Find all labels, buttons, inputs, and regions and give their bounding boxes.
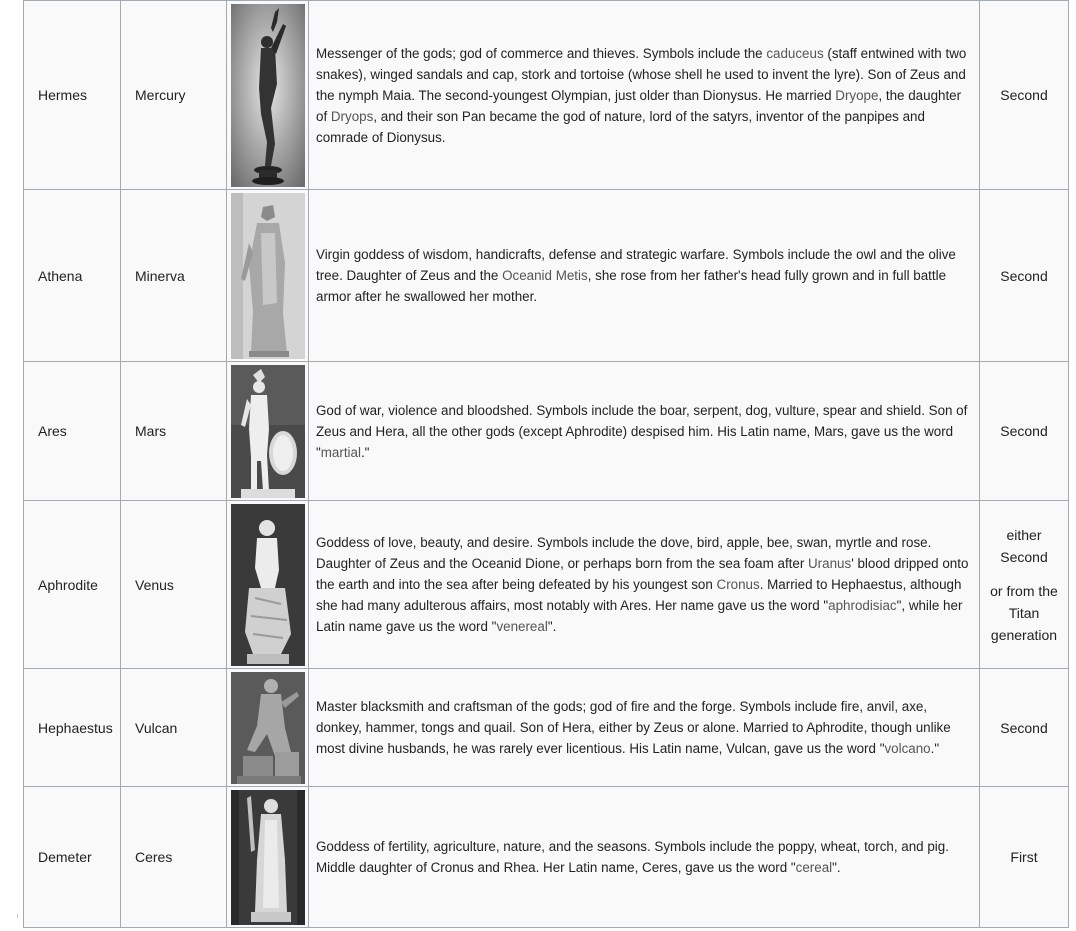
description-text: ".: [547, 619, 557, 634]
roman-name-cell: Ceres: [121, 787, 227, 928]
description-text: Master blacksmith and craftsman of the gods; god of fire and the forge. Symbols include fire, anvil, axe, donkey, hammer, tongs and quail. Son of Hera, either by Zeus or alone. Married to Aphrodite, though unlike most divine husbands, he was rarely ever licentious. His Latin name, Vulcan, gave us the word ": [316, 699, 951, 756]
description-cell: [309, 190, 980, 362]
generation-text: Second: [1000, 719, 1048, 736]
description-text: ".: [832, 860, 841, 875]
roman-name-cell: Mercury: [121, 1, 227, 190]
table-row: [24, 1, 1069, 190]
description-text: .": [930, 741, 940, 756]
image-cell: [227, 1, 309, 190]
wiki-link[interactable]: martial: [320, 444, 361, 460]
wiki-link[interactable]: aphrodisiac: [828, 598, 897, 613]
generation-text: either: [1006, 526, 1042, 543]
description-text: God of war, violence and bloodshed. Symbols include the boar, serpent, dog, vulture, spear and shield. Son of Zeus and Hera, all the other gods (except Aphrodite) despised him. His Latin name, Mars, gave us the word ": [316, 402, 968, 460]
description-cell: [309, 362, 980, 501]
table-row: [24, 787, 1069, 928]
description-cell: [309, 787, 980, 928]
generation-text: generation: [990, 626, 1058, 643]
description-text: , and their son Pan became the god of nature, lord of the satyrs, inventor of the panpipes and comrade of Dionysus.: [316, 108, 925, 145]
wiki-link[interactable]: Dryops: [330, 108, 374, 124]
generation-cell: [980, 190, 1069, 362]
generation-text: or from the: [990, 582, 1058, 599]
description-text: (staff entwined with two snakes), winged sandals and cap, stork and tortoise (whose shell he used to invent the lyre). Son of Zeus and the nymph Maia. The second-youngest Olympian, just older than Dionysus. He married: [316, 45, 967, 103]
generation-text: [980, 568, 1068, 580]
table-row: [24, 190, 1069, 362]
description-cell: [309, 501, 980, 669]
generation-text: Second: [1000, 548, 1048, 565]
greek-name-cell: Demeter: [24, 787, 121, 928]
generation-text: Second: [1000, 87, 1048, 103]
wiki-link[interactable]: Uranus: [808, 556, 852, 571]
description-text: Goddess of love, beauty, and desire. Symbols include the dove, bird, apple, bee, swan, myrtle and rose. Daughter of Zeus and the Oceanid Dione, or perhaps born from the sea foam after: [316, 535, 932, 571]
roman-name-cell: Mars: [121, 362, 227, 501]
roman-name-cell: Vulcan: [121, 669, 227, 787]
wiki-link[interactable]: caduceus: [766, 45, 824, 61]
greek-name-cell: Ares: [24, 362, 121, 501]
description-cell: [309, 669, 980, 787]
description-text: Goddess of fertility, agriculture, nature, and the seasons. Symbols include the poppy, wheat, torch, and pig. Middle daughter of Cronus and Rhea. Her Latin name, Ceres, gave us the word ": [316, 839, 949, 875]
generation-cell: [980, 787, 1069, 928]
description-text: ' blood dripped onto the earth and into the sea after being defeated by his youngest son: [316, 556, 969, 592]
roman-name-cell: Minerva: [121, 190, 227, 362]
description-cell: [309, 1, 980, 190]
image-cell: [227, 501, 309, 669]
description-text: . Married to Hephaestus, although she had many adulterous affairs, most notably with Ares. Her name gave us the word ": [316, 577, 962, 613]
aphrodite-statue-image[interactable]: [231, 504, 305, 666]
description-text: , she rose from her father's head fully grown and in full battle armor after he swallowed her mother.: [316, 268, 947, 304]
olympians-table: [23, 0, 1069, 928]
image-cell: [227, 190, 309, 362]
hermes-statue-image[interactable]: [231, 4, 305, 187]
description-text: Messenger of the gods; god of commerce and thieves. Symbols include the: [316, 45, 767, 61]
greek-name-cell: Athena: [24, 190, 121, 362]
table-row: [24, 501, 1069, 669]
wiki-link[interactable]: Cronus: [716, 577, 760, 592]
image-cell: [227, 669, 309, 787]
generation-text: Titan: [1008, 604, 1040, 621]
greek-name-cell: Hermes: [24, 1, 121, 190]
generation-cell: [980, 362, 1069, 501]
wiki-link[interactable]: volcano: [884, 741, 931, 756]
generation-text: Second: [1000, 423, 1048, 439]
demeter-statue-image[interactable]: [231, 790, 305, 925]
generation-cell: [980, 669, 1069, 787]
greek-name-cell: Aphrodite: [24, 501, 121, 669]
athena-statue-image[interactable]: [231, 193, 305, 359]
wiki-link[interactable]: cereal: [795, 860, 833, 875]
generation-text: Second: [1000, 267, 1048, 284]
description-text: , the daughter of: [316, 87, 962, 124]
wiki-link[interactable]: Dryope: [835, 87, 879, 103]
table-row: [24, 669, 1069, 787]
description-text: .": [360, 444, 370, 460]
ares-statue-image[interactable]: [231, 365, 305, 498]
image-cell: [227, 362, 309, 501]
description-text: ", while her Latin name gave us the word ": [316, 598, 963, 634]
generation-text: First: [1010, 849, 1038, 865]
roman-name-cell: Venus: [121, 501, 227, 669]
hephaestus-statue-image[interactable]: [231, 672, 305, 784]
description-text: Virgin goddess of wisdom, handicrafts, defense and strategic warfare. Symbols include the owl and the olive tree. Daughter of Zeus and the: [316, 247, 956, 283]
wiki-link[interactable]: venereal: [496, 619, 548, 634]
generation-cell: [980, 1, 1069, 190]
table-row: [24, 362, 1069, 501]
edge-mark: [17, 914, 18, 918]
wiki-link[interactable]: Oceanid Metis: [502, 268, 588, 283]
image-cell: [227, 787, 309, 928]
greek-name-cell: Hephaestus: [24, 669, 121, 787]
generation-cell: [980, 501, 1069, 669]
